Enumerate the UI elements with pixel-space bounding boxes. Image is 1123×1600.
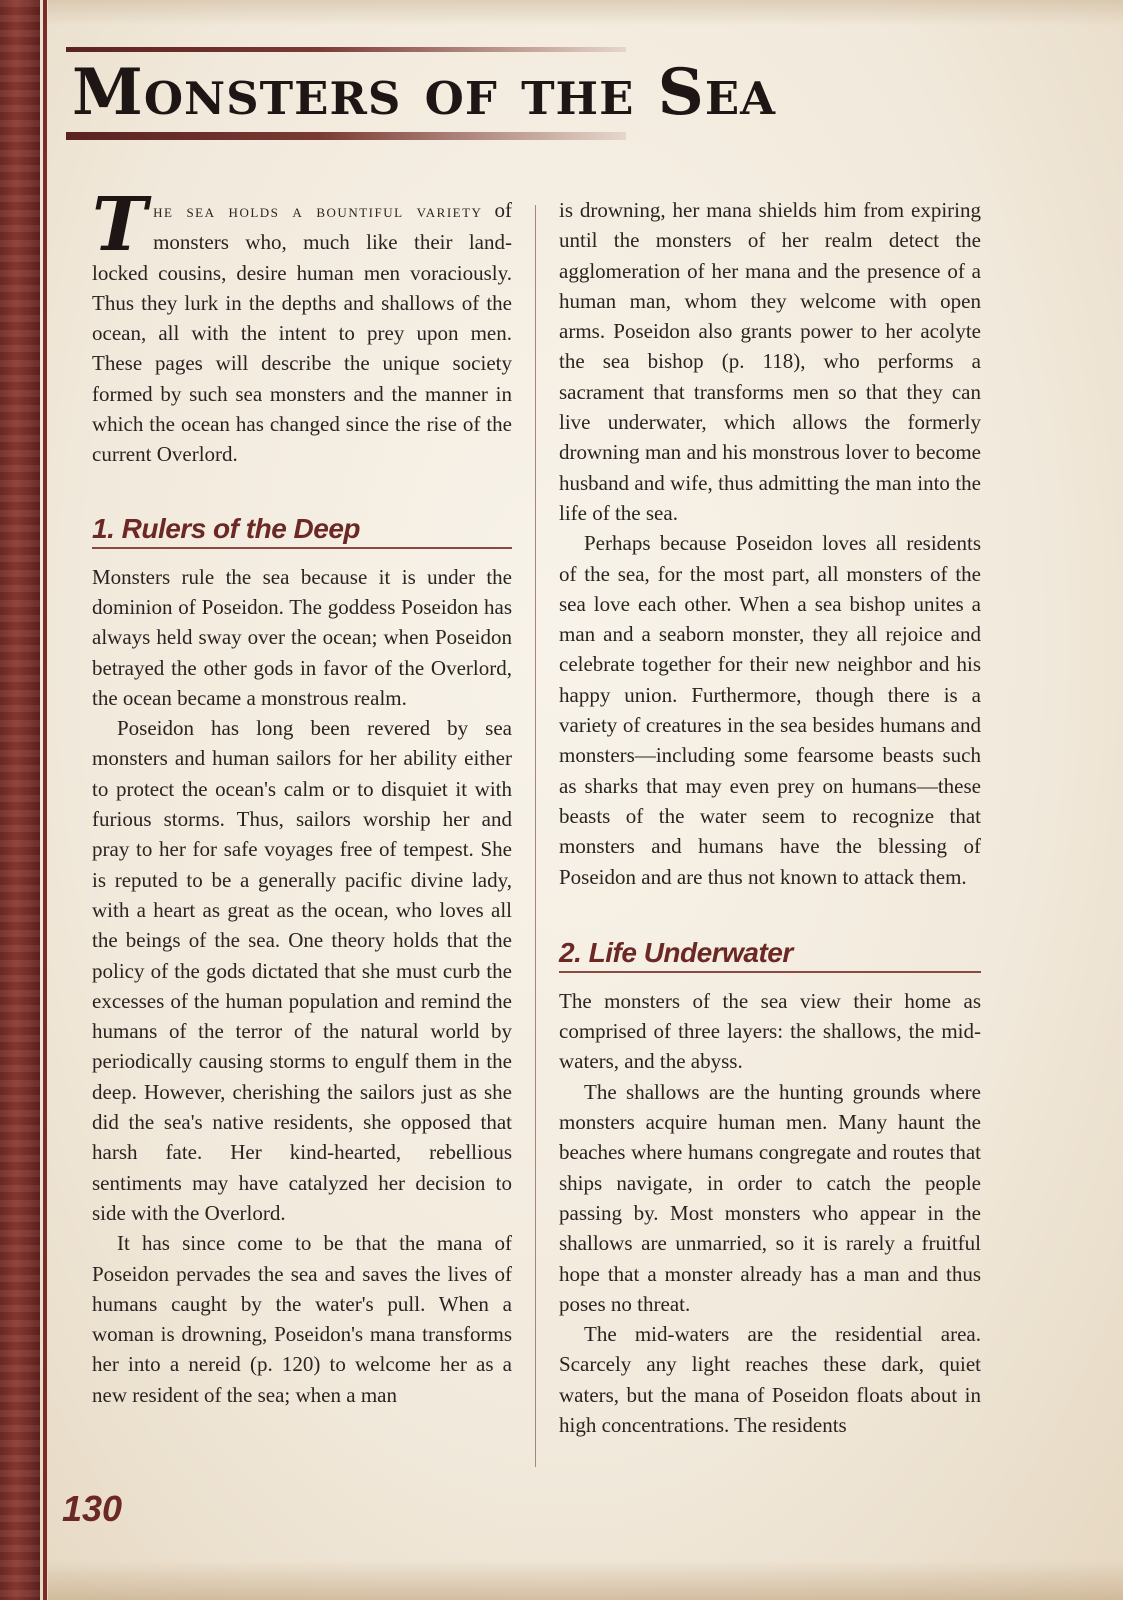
section-heading-rulers-of-the-deep: 1. Rulers of the Deep bbox=[92, 511, 512, 549]
section1-paragraph-2: Poseidon has long been revered by sea monsters and human sailors for her ability either to protect the ocean's calm or to disquiet it with furious storms. Thus, sailors worship her and pray to her for safe voyages free of tempest. She is reputed to be a generally pacific divine lady, with a heart as great as the ocean, who loves all the beings of the sea. One theory holds that the policy of the gods dictated that she must curb the excesses of the human population and remind the humans of the terror of the natural world by periodically causing storms to engulf them in the deep. However, cherishing the sailors just as she did the sea's native residents, she opposed that harsh fate. Her kind-hearted, rebellious sentiments may have catalyzed her decision to side with the Overlord. bbox=[92, 716, 512, 1225]
page-title: Monsters of the Sea bbox=[72, 55, 777, 130]
title-block bbox=[66, 44, 777, 144]
column-divider bbox=[535, 205, 536, 1467]
section2-paragraph-2: The shallows are the hunting grounds where monsters acquire human men. Many haunt the beaches where humans congregate and routes that ships navigate, in order to catch the people passing by. Most monsters who appear in the shallows are unmarried, so it is rarely a fruitful hope that a monster already has a man and thus poses no threat. bbox=[559, 1079, 981, 1316]
drop-cap: T bbox=[92, 182, 148, 268]
intro-lead-smallcaps: he sea holds a bountiful variety bbox=[153, 201, 483, 222]
page-edge-stain-top bbox=[48, 0, 1123, 26]
page-edge-stain-bottom bbox=[48, 1560, 1123, 1600]
right-column bbox=[559, 195, 981, 1440]
title-rule-bottom bbox=[66, 132, 626, 140]
section1-paragraph-3-continued: is drowning, her mana shields him from expiring until the monsters of her realm detect the agglomeration of her mana and the presence of a human man, whom they welcome with open arms. Poseidon also grants power to her acolyte the sea bishop (p. 118), who performs a sacrament that transforms men so that they can live underwater, which allows the formerly drowning man and his monstrous lover to become husband and wife, thus admitting the man into the life of the sea. bbox=[559, 198, 981, 525]
page-number: 130 bbox=[62, 1488, 123, 1529]
intro-paragraph bbox=[92, 182, 512, 470]
section1-paragraph-4: Perhaps because Poseidon loves all residents of the sea, for the most part, all monsters of the sea love each other. When a sea bishop unites a man and a seaborn monster, they all rejoice and celebrate together for their new neighbor and his happy union. Furthermore, though there is a variety of creatures in the sea besides humans and monsters—including some fearsome beasts such as sharks that may even prey on humans—these beasts of the water seem to recognize that monsters and humans have the blessing of Poseidon and are thus not known to attack them. bbox=[559, 531, 981, 889]
left-margin-band bbox=[0, 0, 40, 1600]
section-heading-life-underwater: 2. Life Underwater bbox=[559, 935, 981, 973]
section1-paragraph-1: Monsters rule the sea because it is under the dominion of Poseidon. The goddess Poseidon has always held sway over the ocean; when Poseidon betrayed the other gods in favor of the Overlord, the ocean became a monstrous realm. bbox=[92, 564, 512, 710]
left-margin-rule bbox=[43, 0, 47, 1600]
section2-paragraph-1: The monsters of the sea view their home as comprised of three layers: the shallows, the mid-waters, and the abyss. bbox=[559, 988, 981, 1074]
section1-paragraph-3: It has since come to be that the mana of Poseidon pervades the sea and saves the lives of humans caught by the water's pull. When a woman is drowning, Poseidon's mana transforms her into a nereid (p. 120) to welcome her as a new resident of the sea; when a man bbox=[92, 1231, 512, 1407]
left-column bbox=[92, 182, 512, 1410]
intro-body: of monsters who, much like their land-locked cousins, desire human men voraciously. Thus they lurk in the depths and shallows of the ocean, all with the intent to prey upon men. These pages will describe the unique society formed by such sea monsters and the manner in which the ocean has changed since the rise of the current Overlord. bbox=[92, 198, 512, 467]
section2-paragraph-3: The mid-waters are the residential area. Scarcely any light reaches these dark, quiet waters, but the mana of Poseidon floats about in high concentrations. The residents bbox=[559, 1322, 981, 1437]
